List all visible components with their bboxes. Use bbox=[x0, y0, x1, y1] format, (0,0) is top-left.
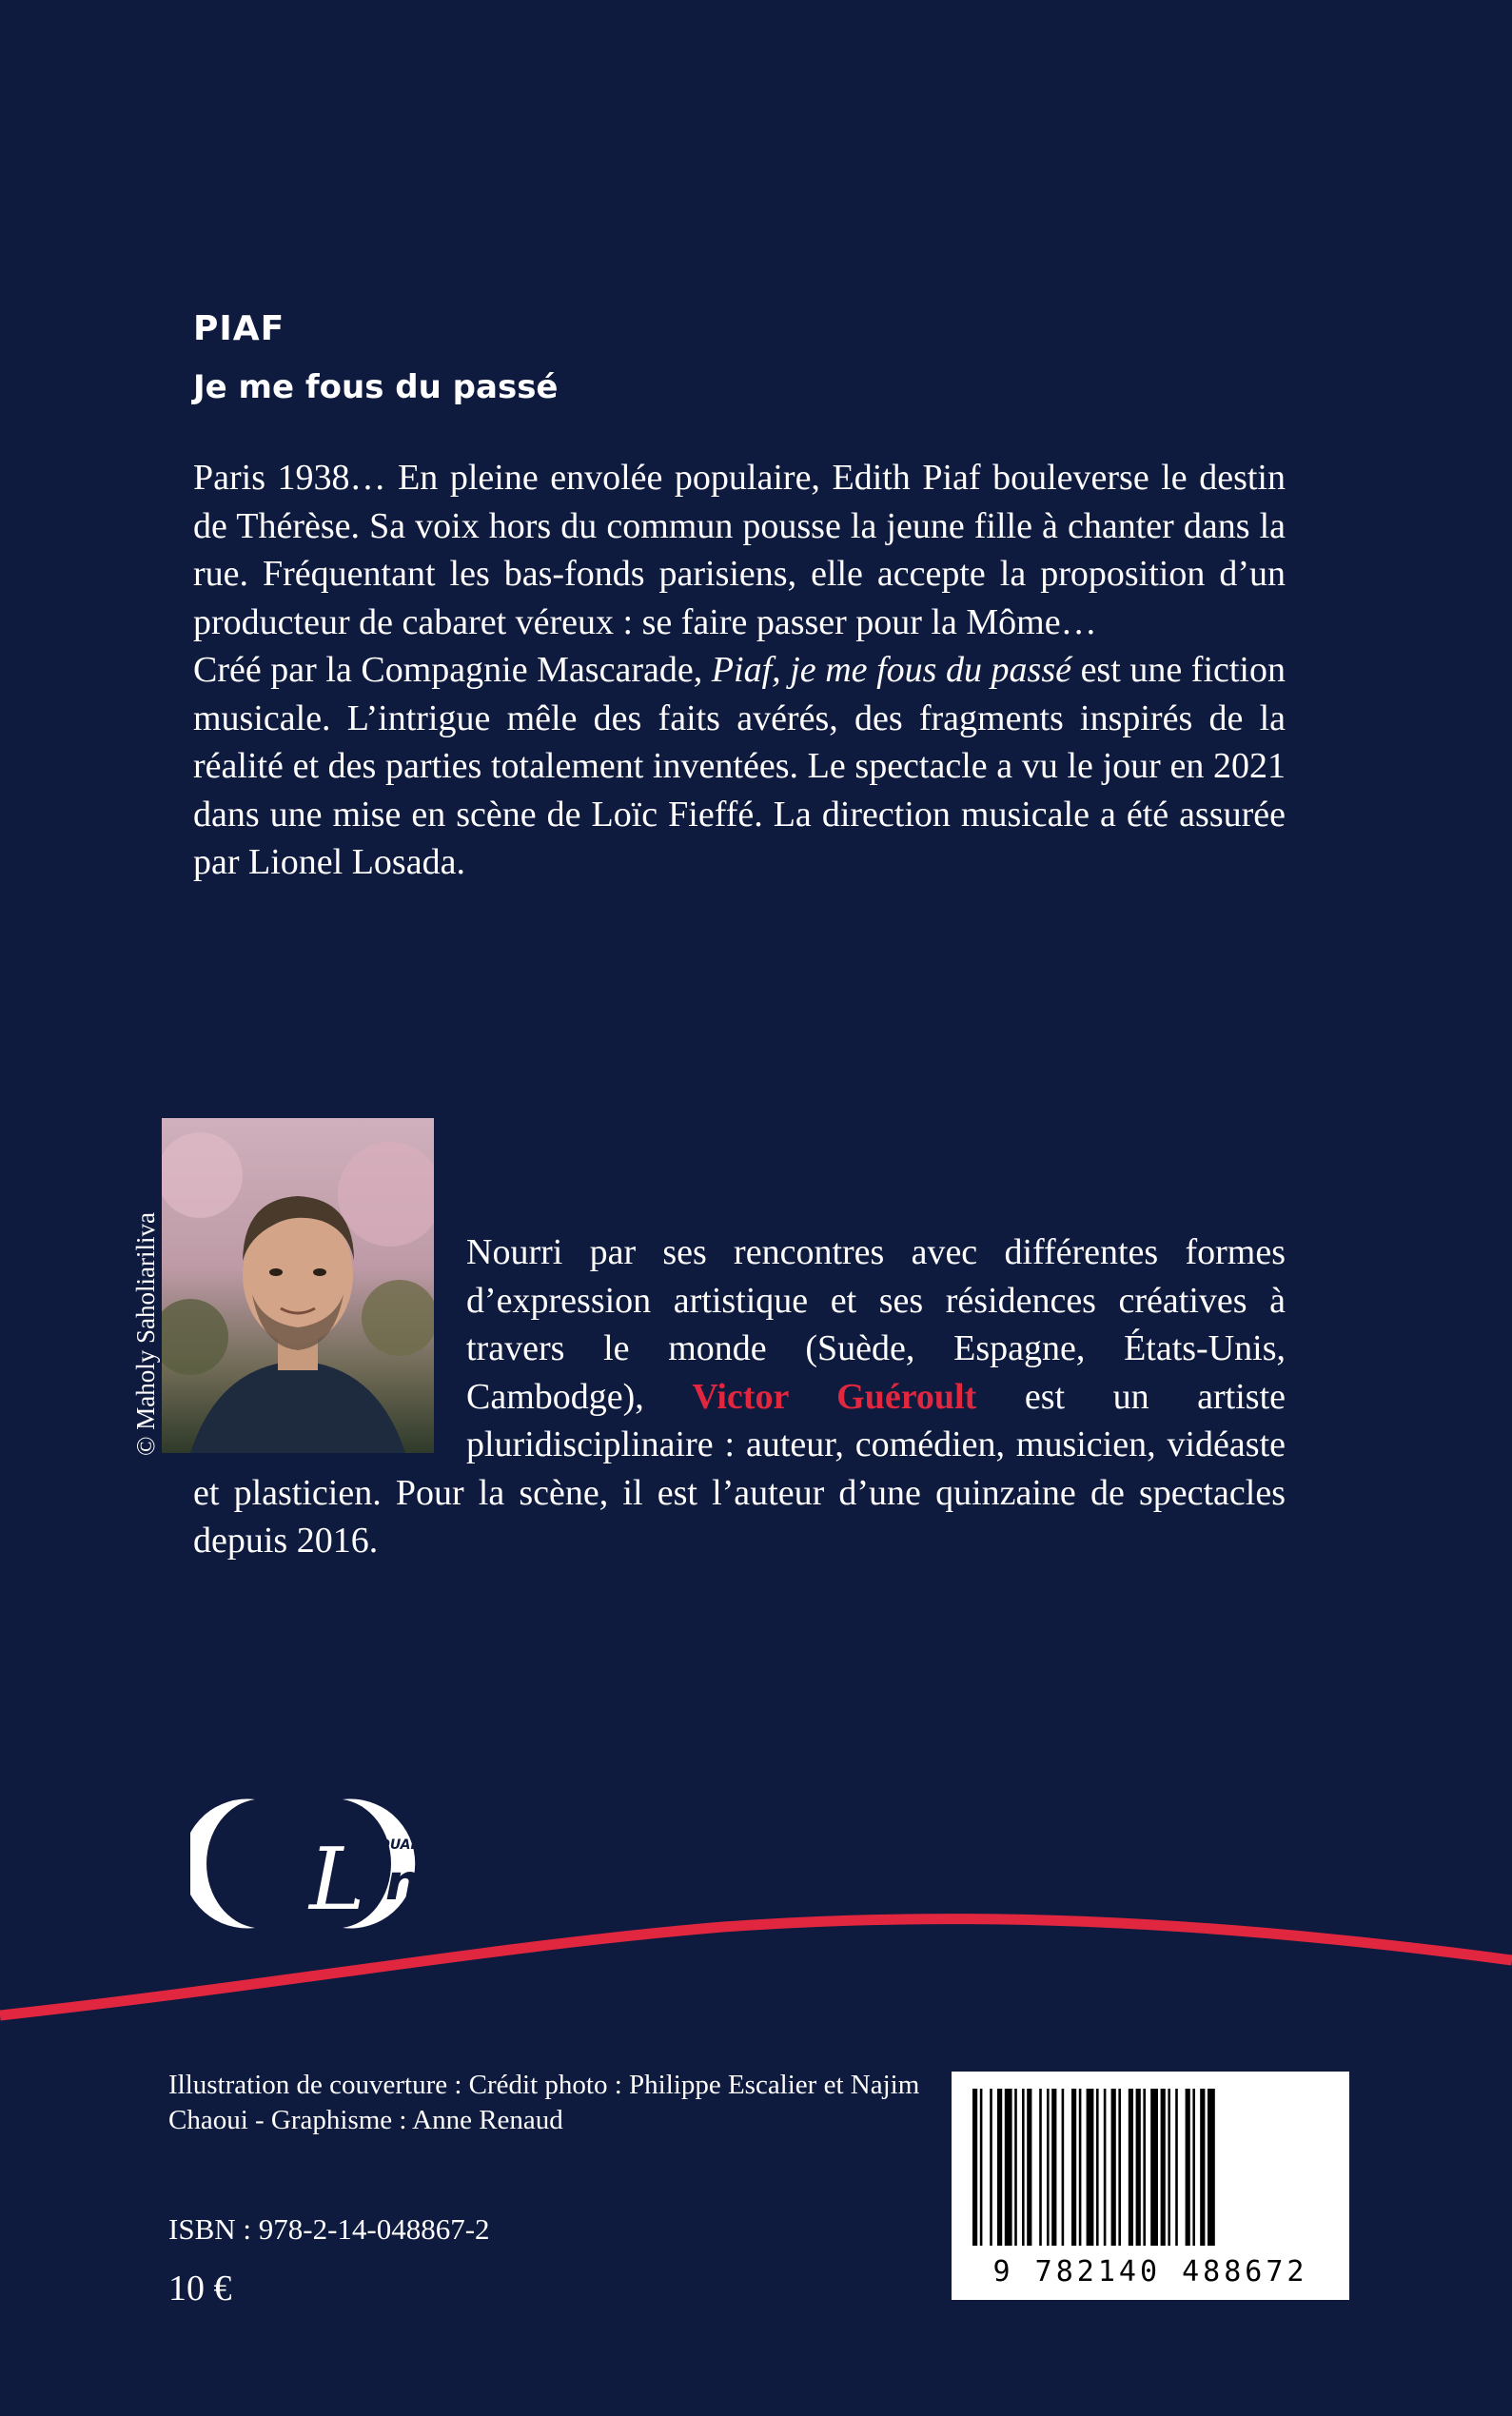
photo-float-space bbox=[193, 1228, 466, 1466]
decorative-wave bbox=[0, 1894, 1512, 2046]
barcode-bar bbox=[980, 2089, 983, 2246]
barcode-bar bbox=[997, 2089, 1002, 2246]
isbn: ISBN : 978-2-14-048867-2 bbox=[168, 2212, 490, 2246]
logo-initial: L bbox=[309, 1830, 366, 1930]
barcode-bar bbox=[1022, 2089, 1025, 2246]
barcode-bar bbox=[1129, 2089, 1133, 2246]
synopsis bbox=[193, 454, 1286, 887]
barcode-bar bbox=[1104, 2089, 1107, 2246]
synopsis-p2-italic: Piaf, je me fous du passé bbox=[711, 650, 1071, 690]
barcode-bar bbox=[1136, 2089, 1141, 2246]
barcode-bar bbox=[1143, 2089, 1146, 2246]
price: 10 € bbox=[168, 2269, 232, 2308]
author-bio bbox=[193, 1228, 1286, 1565]
barcode-bar bbox=[1027, 2089, 1031, 2246]
synopsis-p2-end: est une fiction musicale. L’intrigue mêle des faits avérés, des fragments inspirés de la réalité et des parties totalement inventées. Le spectacle a vu le jour en 2021 dans une mise en scène de Loïc Fieffé. La direction musicale a été assurée par Lionel Losada. bbox=[193, 650, 1286, 882]
barcode-bar bbox=[1071, 2089, 1076, 2246]
book-title: PIAF bbox=[193, 309, 285, 348]
logo-large-text: una bbox=[350, 1855, 455, 1912]
barcode-bar bbox=[1047, 2089, 1050, 2246]
synopsis-paragraph-1: Paris 1938… En pleine envolée populaire, Edith Piaf bouleverse le destin de Thérèse. Sa voix hors du commun pousse la jeune fille à chanter dans la rue. Fréquentant les bas-fonds parisiens, elle accepte la proposition d’un producteur de cabaret véreux : se faire passer pour la Môme… bbox=[193, 458, 1286, 642]
barcode-bar bbox=[1186, 2089, 1190, 2246]
synopsis-p2-start: Créé par la Compagnie Mascarade, bbox=[193, 650, 712, 690]
photo-credit: © Maholy Saholiariliva bbox=[131, 1212, 160, 1456]
barcode-bar bbox=[972, 2089, 977, 2246]
cover-credit: Illustration de couverture : Crédit photo : Philippe Escalier et Najim Chaoui - Graphisme : Anne Renaud bbox=[168, 2070, 920, 2135]
barcode-bar bbox=[1039, 2089, 1042, 2246]
author-name: Victor Guéroult bbox=[692, 1376, 977, 1417]
barcode-bar bbox=[1200, 2089, 1205, 2246]
author-bio-start: Nourri par ses rencontres avec différentes formes d’expression artistique et ses résidences créatives à travers le monde (Suède, Espagne, États-Unis, Cambodge), bbox=[466, 1232, 1286, 1417]
barcode-bar bbox=[1079, 2089, 1082, 2246]
barcode-bar bbox=[1051, 2089, 1056, 2246]
barcode bbox=[952, 2072, 1349, 2300]
barcode-bar bbox=[990, 2089, 992, 2246]
barcode-bar bbox=[1150, 2089, 1158, 2246]
barcode-bars bbox=[952, 2072, 1349, 2252]
author-bio-end: est un artiste pluridisciplinaire : auteur, comédien, musicien, vidéaste et plasticien. Pour la scène, il est l’auteur d’une quinzaine de spectacles depuis 2016. bbox=[193, 1376, 1286, 1561]
book-subtitle: Je me fous du passé bbox=[193, 368, 559, 406]
barcode-digits: 9 782140 488672 bbox=[992, 2255, 1308, 2288]
barcode-bar bbox=[1096, 2089, 1099, 2246]
barcode-bar bbox=[1087, 2089, 1094, 2246]
synopsis-paragraph-2 bbox=[193, 646, 1286, 887]
barcode-bar bbox=[1062, 2089, 1065, 2246]
barcode-bar bbox=[1192, 2089, 1195, 2246]
barcode-bar bbox=[1118, 2089, 1121, 2246]
barcode-bar bbox=[1005, 2089, 1012, 2246]
logo-small-text: QUARTIER bbox=[379, 1837, 454, 1853]
barcode-bar bbox=[1111, 2089, 1116, 2246]
barcode-bar bbox=[1175, 2089, 1178, 2246]
barcode-bar bbox=[1161, 2089, 1166, 2246]
barcode-bar bbox=[1208, 2089, 1215, 2246]
barcode-bar bbox=[1014, 2089, 1017, 2246]
barcode-bar bbox=[1168, 2089, 1170, 2246]
